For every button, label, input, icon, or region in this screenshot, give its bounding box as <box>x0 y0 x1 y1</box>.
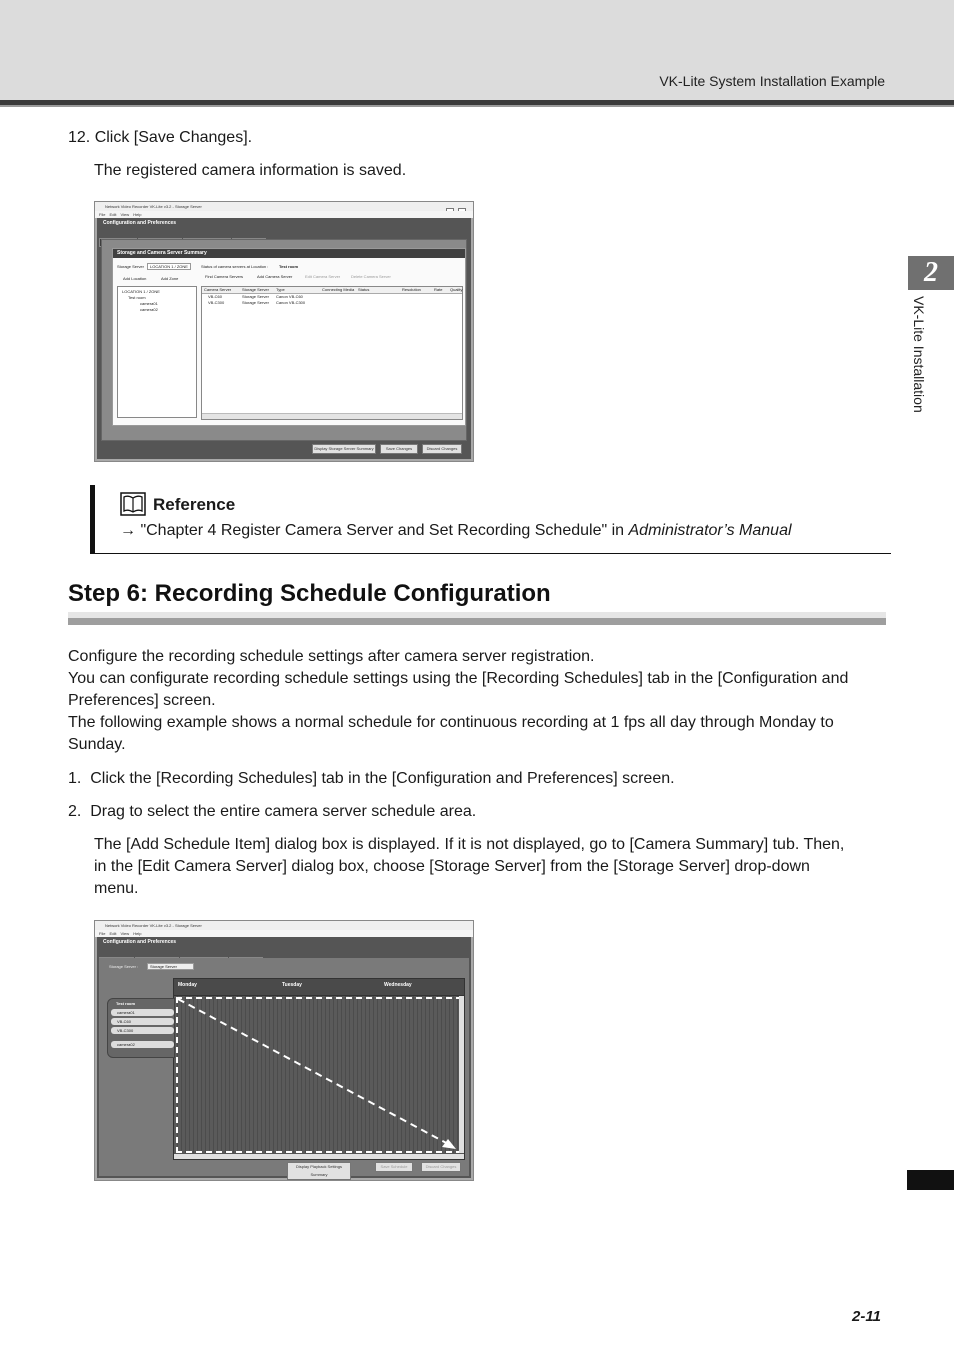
step6-note <box>94 834 894 900</box>
col-connecting-media: Connecting Media <box>322 287 355 292</box>
step6-item2: 2. Drag to select the entire camera server schedule area. <box>68 803 477 820</box>
tree-zone: Test room <box>128 295 146 300</box>
screenshot-recording-schedules <box>94 920 474 1181</box>
storage-select-2: Storage Server <box>147 963 194 970</box>
menu-bar: File Edit View Help <box>95 211 473 218</box>
save-schedule-button: Save Schedule <box>375 1162 413 1172</box>
summary-frame <box>101 239 467 451</box>
note-l: ] drop-down <box>725 858 810 875</box>
summary-title: Storage and Camera Server Summary <box>117 250 207 256</box>
para2-text-f: ] screen. <box>154 692 216 709</box>
col-resolution: Resolution <box>402 287 421 292</box>
chapter-tab: 2 <box>908 256 954 290</box>
window-body <box>97 218 471 459</box>
note-edit-camera-server: Edit Camera Server <box>142 858 283 875</box>
note-f: in the [ <box>94 858 143 875</box>
discard-changes-button: Discard Changes <box>422 444 462 454</box>
note-j: ] from the [ <box>541 858 618 875</box>
camera-item-2: VB-C60 <box>111 1018 174 1025</box>
grid-h-scrollbar <box>174 1154 464 1159</box>
para2-text-c: ] tab in the [ <box>638 670 723 687</box>
para2-recording-schedules: Recording Schedules <box>486 670 639 687</box>
step12-result: The registered camera information is saved. <box>94 162 407 179</box>
add-location: Add Location <box>123 276 147 281</box>
tab-bar <box>99 231 469 238</box>
note-storage-server-2: Storage Server <box>617 858 726 875</box>
day-wednesday: Wednesday <box>384 982 412 988</box>
intro-para2 <box>68 668 888 712</box>
camera-item-4: camera02 <box>111 1041 174 1048</box>
location-tree <box>117 286 197 418</box>
location-label: Test room <box>116 1001 136 1006</box>
intro-para1: Configure the recording schedule settings after camera server registration. <box>68 648 595 665</box>
para2-config-and: Configuration and <box>722 670 849 687</box>
step6-item1: 1. Click the [Recording Schedules] tab in the [Configuration and Preferences] screen. <box>68 770 675 787</box>
config-title: Configuration and Preferences <box>103 220 177 226</box>
note-a: The [ <box>94 836 131 853</box>
find-camera-servers: Find Camera Servers <box>205 274 244 279</box>
section-rule <box>68 612 886 625</box>
header-title: VK-Lite System Installation Example <box>659 73 885 89</box>
summary-panel <box>112 248 466 426</box>
grid-v-scrollbar <box>459 996 464 1153</box>
para2-preferences: Preferences <box>68 692 155 709</box>
edit-camera-server: Edit Camera Server <box>305 274 341 279</box>
add-zone: Add Zone <box>161 276 179 281</box>
tree-location: LOCATION 1 / ZONE <box>122 289 160 294</box>
chapter-label <box>911 296 945 436</box>
tab-bar-2 <box>99 950 469 957</box>
header-rule-light <box>0 105 954 107</box>
status-location: Test room <box>279 264 299 269</box>
tree-camera02: camera02 <box>140 307 158 312</box>
storage-server-select: LOCATION 1 / ZONE <box>147 263 191 270</box>
row2-camera: VB-C300 <box>208 300 225 305</box>
summary-header <box>113 249 465 258</box>
note-add-schedule-item: Add Schedule Item <box>130 836 266 853</box>
table-header <box>202 287 462 294</box>
chapter-label-text: VK-Lite Installation <box>911 296 927 413</box>
camera-item-3: VB-C300 <box>111 1027 174 1034</box>
status-label: Status of camera servers at Location : <box>201 264 269 269</box>
col-status: Status <box>358 287 370 292</box>
schedule-grid <box>173 978 465 1160</box>
col-rate: Rate <box>434 287 443 292</box>
note-storage-server-1: Storage Server <box>433 858 542 875</box>
side-marker <box>907 1170 954 1190</box>
camera-table <box>201 286 463 420</box>
tree-camera01: camera01 <box>140 301 158 306</box>
menu-bar-2: File Edit View Help <box>95 930 473 937</box>
discard-changes-button-2: Discard Changes <box>421 1162 461 1172</box>
para2-text-a: You can configurate recording schedule settings using the [ <box>68 670 487 687</box>
delete-camera-server: Delete Camera Server <box>351 274 391 279</box>
window-body-2 <box>97 937 471 1178</box>
reference-text <box>120 522 792 540</box>
row2-storage: Storage Server <box>242 300 269 305</box>
note-camera-summary: Camera Summary <box>633 836 764 853</box>
step12-instruction: 12. Click [Save Changes]. <box>68 129 253 146</box>
reference-manual: Administrator’s Manual <box>628 522 792 539</box>
row1-camera: VB-C60 <box>208 294 223 299</box>
storage-label-2: Storage Server : <box>109 964 139 969</box>
add-camera-server: Add Camera Server <box>257 274 293 279</box>
day-monday: Monday <box>178 982 197 988</box>
screenshot-camera-summary <box>94 201 474 462</box>
book-icon <box>120 492 146 516</box>
table-scrollbar <box>202 413 462 419</box>
page-number: 2-11 <box>852 1308 881 1325</box>
display-playback-summary-button: Display Playback Settings Summary <box>287 1162 351 1180</box>
col-type: Type <box>276 287 285 292</box>
row1-storage: Storage Server <box>242 294 269 299</box>
col-quality: Quality <box>450 287 463 292</box>
row1-type: Canon VB-C60 <box>276 294 303 299</box>
camera-item-1: camera01 <box>111 1009 174 1016</box>
note-h: ] dialog box, choose [ <box>282 858 434 875</box>
row2-type: Canon VB-C300 <box>276 300 306 305</box>
drag-arrow-icon <box>174 979 464 1159</box>
note-c: ] dialog box is displayed. If it is not displayed, go to [ <box>265 836 634 853</box>
section-title: Step 6: Recording Schedule Configuration <box>68 580 551 607</box>
config-title-2: Configuration and Preferences <box>103 939 177 945</box>
day-tuesday: Tuesday <box>282 982 302 988</box>
schedule-area <box>99 958 469 1176</box>
note-m: menu. <box>94 880 139 897</box>
camera-panel <box>107 998 175 1058</box>
col-camera-server: Camera Server <box>204 287 232 292</box>
reference-chapter: → "Chapter 4 Register Camera Server and Set Recording Schedule" in <box>120 522 629 539</box>
reference-label: Reference <box>153 495 236 514</box>
col-storage-server: Storage Server <box>242 287 269 292</box>
window-controls <box>446 203 470 210</box>
note-e: ] tub. Then, <box>763 836 845 853</box>
display-summary-button: Display Storage Server Summary <box>312 444 376 454</box>
intro-para3: The following example shows a normal schedule for continuous recording at 1 fps all day through Monday to Sunday. <box>68 714 834 753</box>
storage-server-label: Storage Server <box>117 264 144 269</box>
save-changes-button: Save Changes <box>380 444 418 454</box>
window-title: Network Video Recorder VK-Lite v3.2 - Storage Server <box>95 202 473 211</box>
window-title-2: Network Video Recorder VK-Lite v3.2 - Storage Server <box>95 921 473 930</box>
